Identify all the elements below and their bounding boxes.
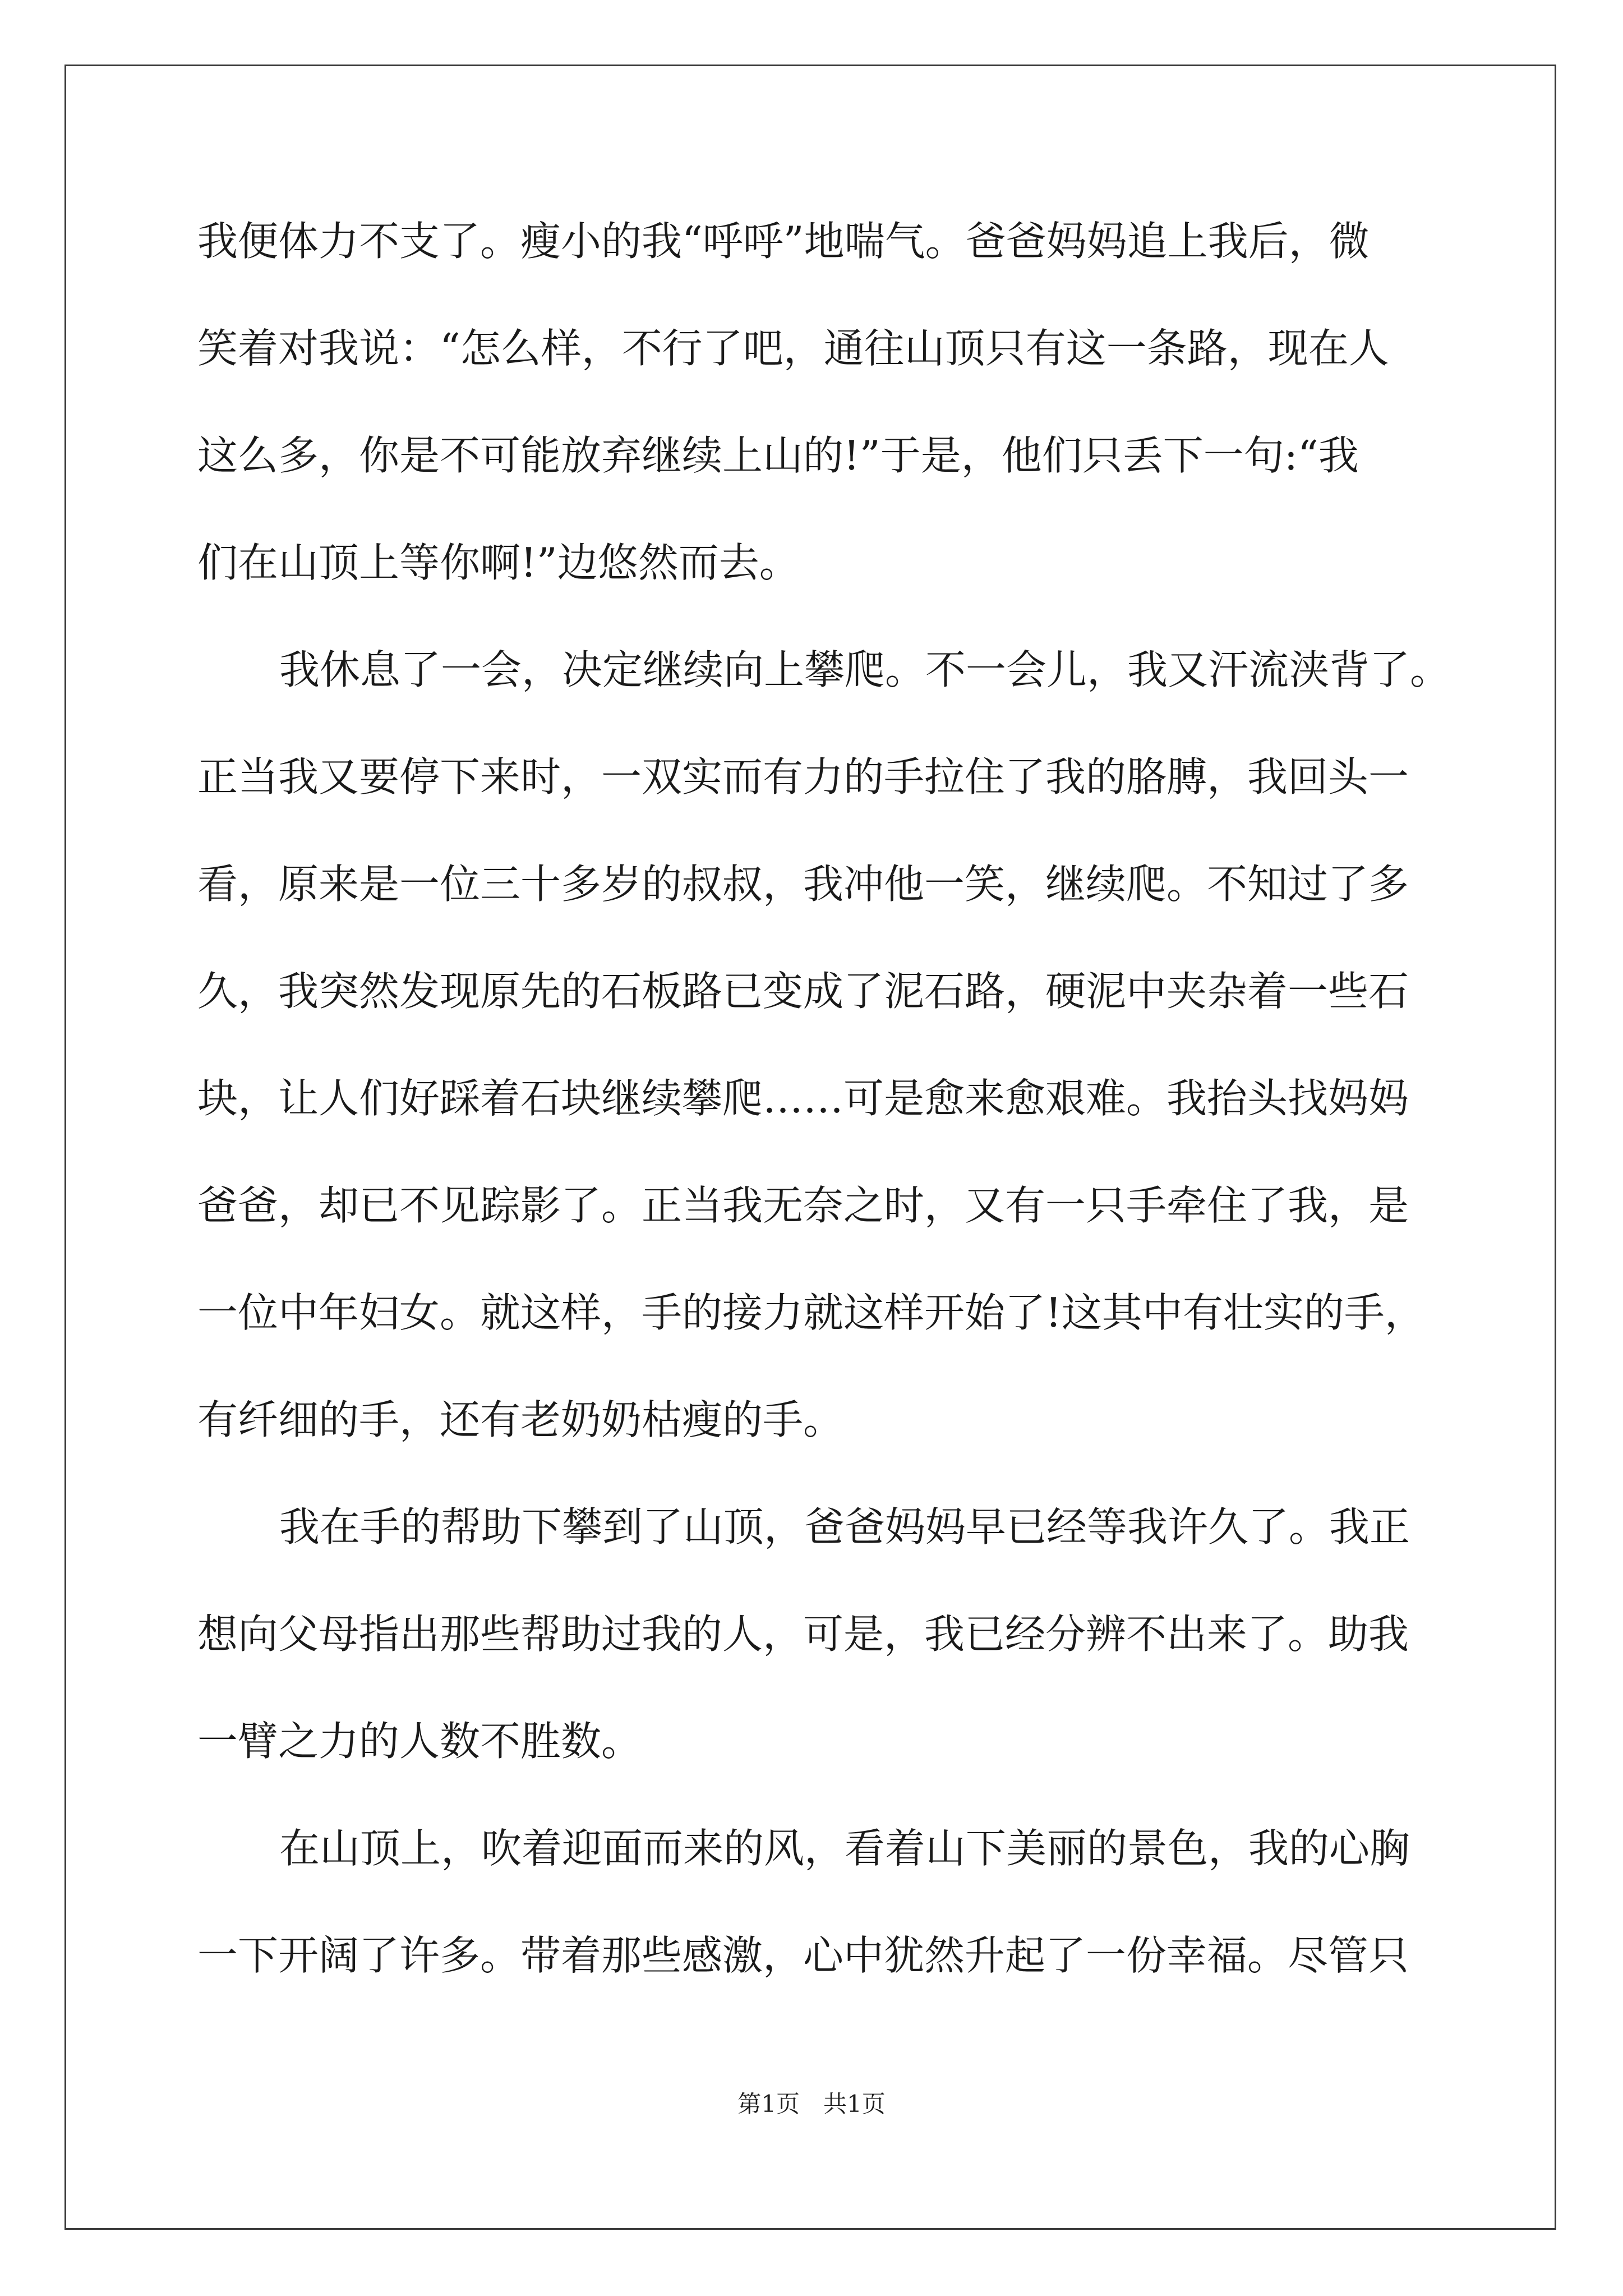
text-line: 一位中年妇女。就这样，手的接力就这样开始了!这其中有壮实的手， <box>197 1289 1425 1336</box>
text-line: 正当我又要停下来时，一双实而有力的手拉住了我的胳膊，我回头一 <box>197 753 1409 800</box>
text-line: 块，让人们好踩着石块继续攀爬……可是愈来愈艰难。我抬头找妈妈 <box>197 1075 1409 1122</box>
paragraph-first-line: 我休息了一会，决定继续向上攀爬。不一会儿，我又汗流浃背了。 <box>279 646 1451 693</box>
text-line: 看，原来是一位三十多岁的叔叔，我冲他一笑，继续爬。不知过了多 <box>197 861 1409 908</box>
text-line: 一下开阔了许多。带着那些感激，心中犹然升起了一份幸福。尽管只 <box>197 1932 1409 1979</box>
text-line: 有纤细的手，还有老奶奶枯瘦的手。 <box>197 1396 844 1443</box>
text-line: 想向父母指出那些帮助过我的人，可是，我已经分辨不出来了。助我 <box>197 1611 1409 1658</box>
text-line: 们在山顶上等你啊!”边悠然而去。 <box>197 539 800 586</box>
document-body <box>197 208 1451 2029</box>
text-line: 一臂之力的人数不胜数。 <box>197 1718 642 1765</box>
text-line: 笑着对我说：“怎么样，不行了吧，通往山顶只有这一条路，现在人 <box>197 325 1389 372</box>
text-line: 久，我突然发现原先的石板路已变成了泥石路，硬泥中夹杂着一些石 <box>197 968 1409 1015</box>
text-line: 爸爸，却已不见踪影了。正当我无奈之时，又有一只手牵住了我，是 <box>197 1182 1409 1229</box>
text-line: 我便体力不支了。瘦小的我“呼呼”地喘气。爸爸妈妈追上我后，微 <box>197 218 1370 265</box>
page-number-footer: 第1页 共1页 <box>737 2090 886 2118</box>
paragraph-first-line: 我在手的帮助下攀到了山顶，爸爸妈妈早已经等我许久了。我正 <box>279 1503 1410 1550</box>
paragraph-first-line: 在山顶上，吹着迎面而来的风，看着山下美丽的景色，我的心胸 <box>279 1825 1410 1872</box>
text-line: 这么多，你是不可能放弃继续上山的!”于是，他们只丢下一句:“我 <box>197 432 1359 479</box>
